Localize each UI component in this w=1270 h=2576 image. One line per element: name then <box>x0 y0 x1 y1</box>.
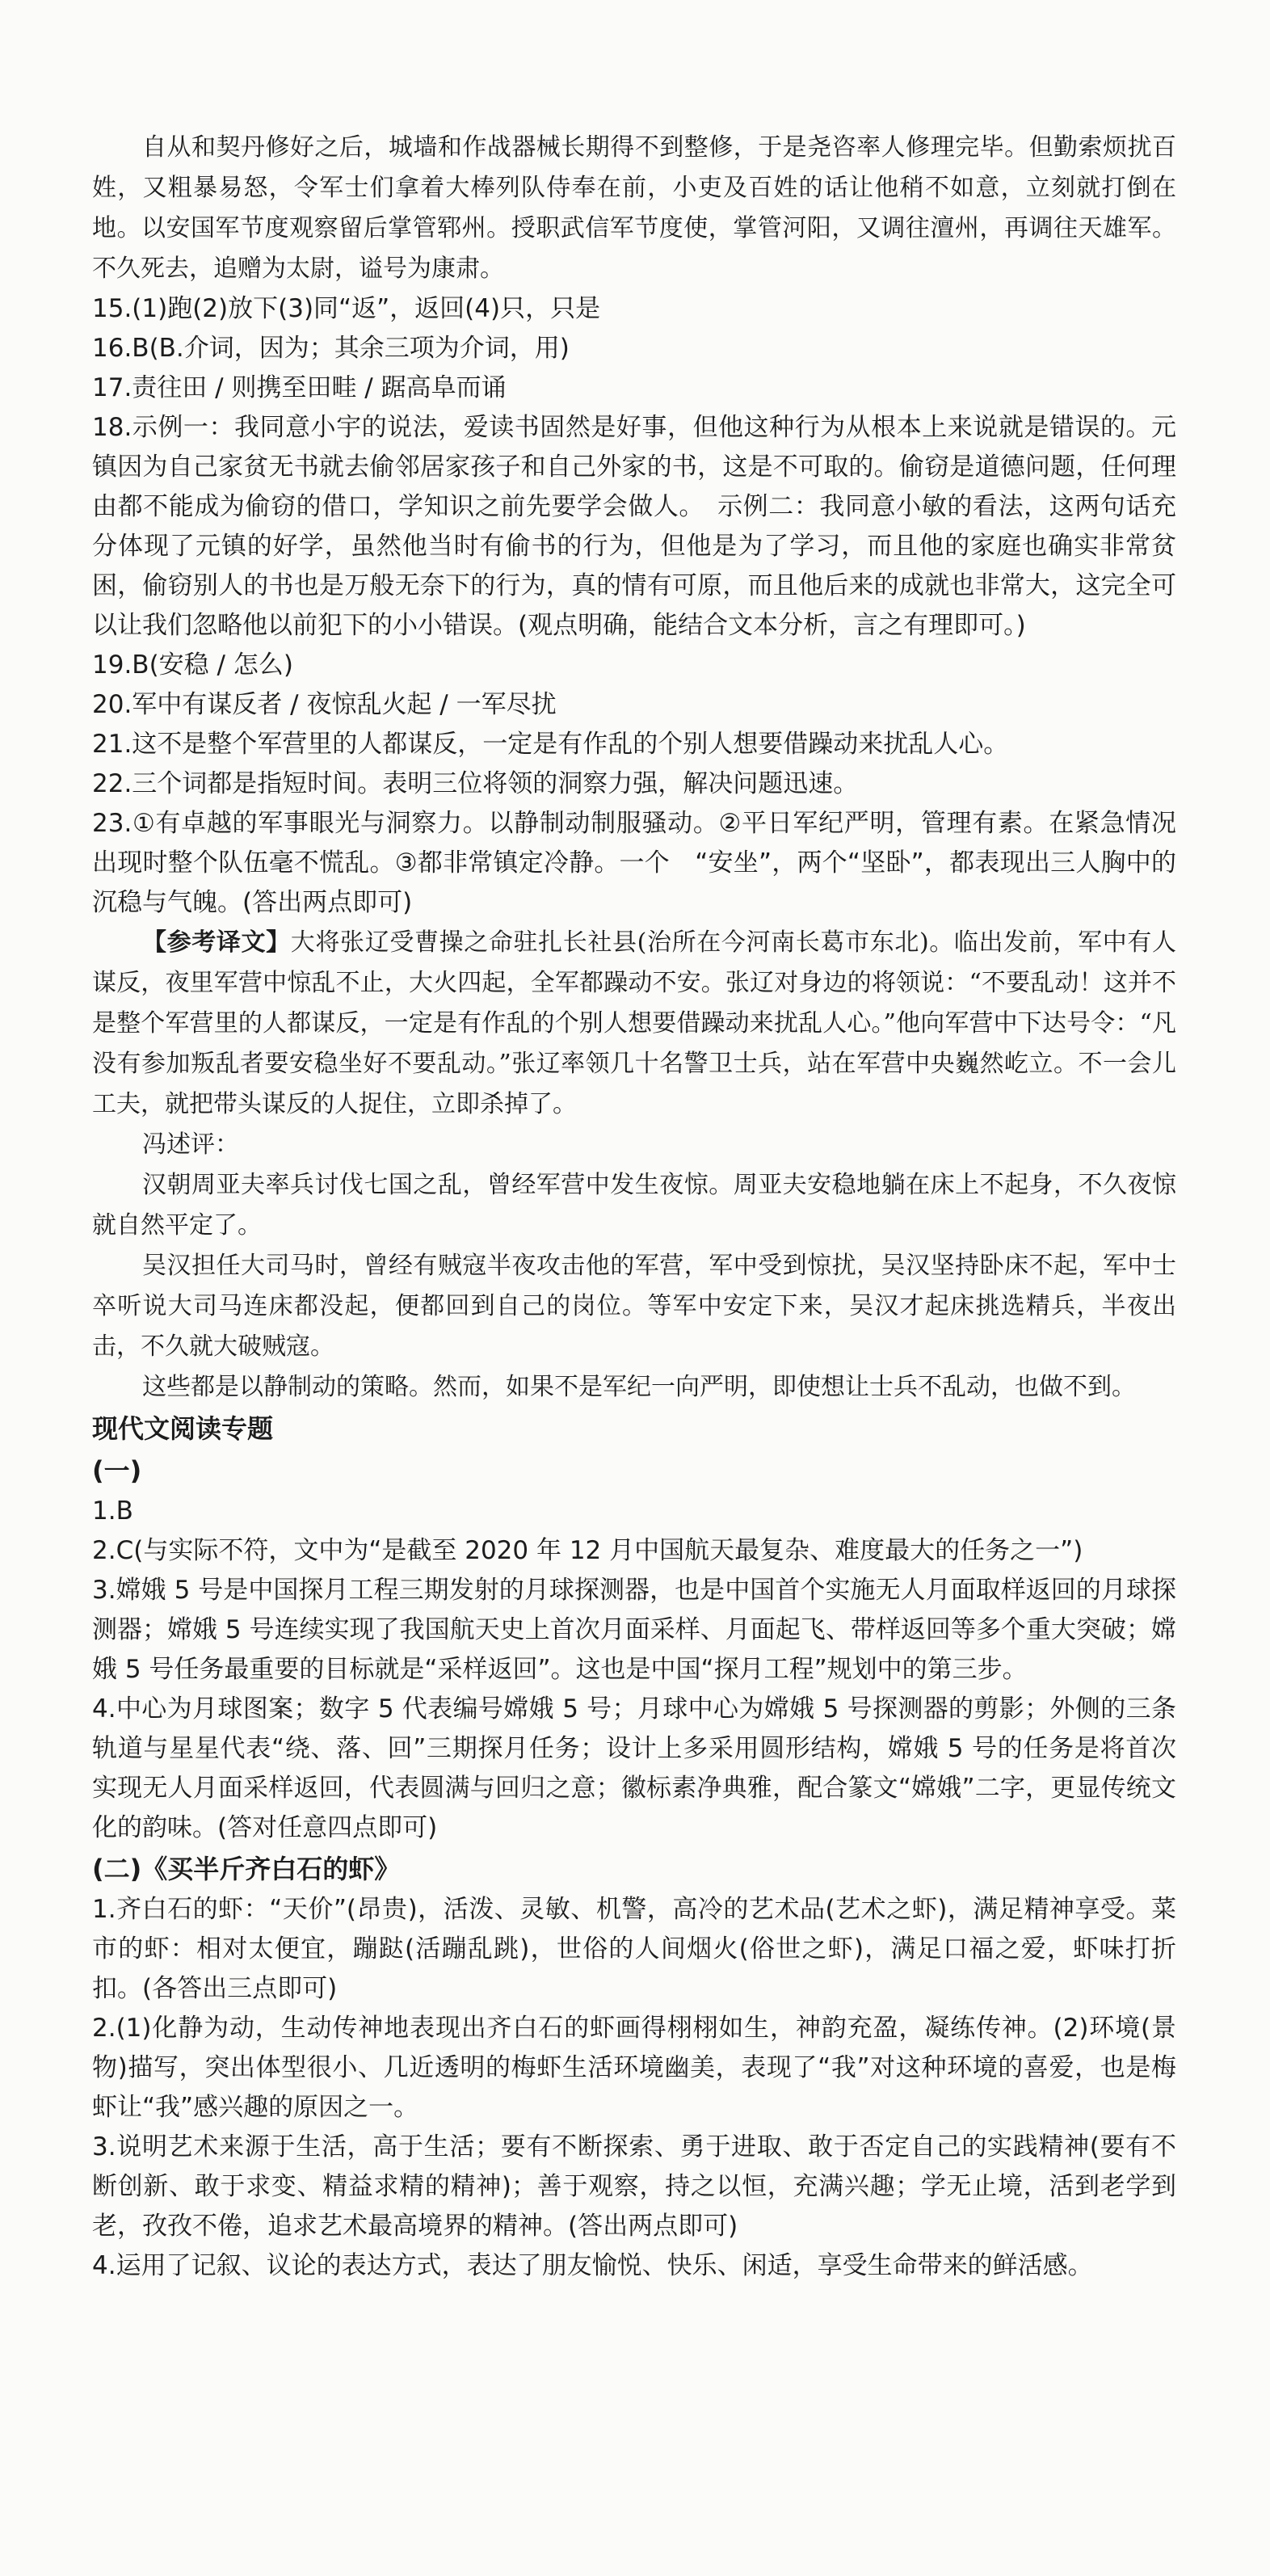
answer-21: 21.这不是整个军营里的人都谋反，一定是有作乱的个别人想要借躁动来扰乱人心。 <box>92 730 1009 759</box>
shrimp-answer-3: 3.说明艺术来源于生活，高于生活；要有不断探索、勇于进取、敢于否定自己的实践精神(要有不断创新、敢于求变、精益求精的精神)；善于观察，持之以恒，充满兴趣；学无止境，活到老学到老，孜孜不倦，追求艺术最高境界的精神。(答出两点即可) <box>92 2132 1176 2241</box>
commentary-paragraph: 汉朝周亚夫率兵讨伐七国之乱，曾经军营中发生夜惊。周亚夫安稳地躺在床上不起身，不久夜惊就自然平定了。 <box>92 1171 1176 1240</box>
translation-paragraph: 自从和契丹修好之后，城墙和作战器械长期得不到整修，于是尧咨率人修理完毕。但勤索烦扰百姓，又粗暴易怒，令军士们拿着大棒列队侍奉在前，小吏及百姓的话让他稍不如意，立刻就打倒在地。以安国军节度观察留后掌管郓州。授职武信军节度使，掌管河阳，又调往澶州，再调往天雄军。不久死去，追赠为太尉，谥号为康肃。 <box>92 133 1176 283</box>
reference-translation-text: 大将张辽受曹操之命驻扎长社县(治所在今河南长葛市东北)。临出发前，军中有人谋反，夜里军营中惊乱不止，大火四起，全军都躁动不安。张辽对身边的将领说：“不要乱动！这并不是整个军营里的人都谋反，一定是有作乱的个别人想要借躁动来扰乱人心。”他向军营中下达号令：“凡没有参加叛乱者要安稳坐好不要乱动。”张辽率领几十名警卫士兵，站在军营中央巍然屹立。不一会儿工夫，就把带头谋反的人捉住，立即杀掉了。 <box>92 928 1176 1118</box>
modern-answer-1: 1.B <box>92 1496 133 1526</box>
reference-translation-paragraph <box>92 923 1176 1125</box>
subsection-title: (二)《买半斤齐白石的虾》 <box>92 1854 401 1884</box>
shrimp-answer-1: 1.齐白石的虾：“天价”(昂贵)，活泼、灵敏、机警，高冷的艺术品(艺术之虾)，满足精神享受。菜市的虾：相对太便宜，蹦跶(活蹦乱跳)，世俗的人间烟火(俗世之虾)，满足口福之爱，虾味打折扣。(各答出三点即可) <box>92 1895 1176 2003</box>
answer-18: 18.示例一：我同意小宇的说法，爱读书固然是好事，但他这种行为从根本上来说就是错误的。元镇因为自己家贫无书就去偷邻居家孩子和自己外家的书，这是不可取的。偷窃是道德问题，任何理由都不能成为偷窃的借口，学知识之前先要学会做人。 示例二：我同意小敏的看法，这两句话充分体现了元镇的好学，虽然他当时有偷书的行为，但他是为了学习，而且他的家庭也确实非常贫困，偷窃别人的书也是万般无奈下的行为，真的情有可原，而且他后来的成就也非常大，这完全可以让我们忽略他以前犯下的小小错误。(观点明确，能结合文本分析，言之有理即可。) <box>92 413 1176 640</box>
modern-answer-2: 2.C(与实际不符，文中为“是截至 2020 年 12 月中国航天最复杂、难度最大的任务之一”) <box>92 1536 1083 1565</box>
answer-23: 23.①有卓越的军事眼光与洞察力。以静制动制服骚动。②平日军纪严明，管理有素。在紧急情况出现时整个队伍毫不慌乱。③都非常镇定冷静。一个 “安坐”，两个“坚卧”，都表现出三人胸中的沉稳与气魄。(答出两点即可) <box>92 809 1176 917</box>
answer-19: 19.B(安稳 / 怎么) <box>92 650 293 680</box>
answer-22: 22.三个词都是指短时间。表明三位将领的洞察力强，解决问题迅速。 <box>92 769 859 798</box>
commentary-label: 冯述评： <box>142 1130 239 1159</box>
answer-15: 15.(1)跑(2)放下(3)同“返”，返回(4)只，只是 <box>92 294 601 323</box>
modern-answer-3: 3.嫦娥 5 号是中国探月工程三期发射的月球探测器，也是中国首个实施无人月面取样返回的月球探测器；嫦娥 5 号连续实现了我国航天史上首次月面采样、月面起飞、带样返回等多个重大突破；嫦娥 5 号任务最重要的目标就是“采样返回”。这也是中国“探月工程”规划中的第三步。 <box>92 1576 1176 1684</box>
page-content <box>92 128 1176 2286</box>
answer-16: 16.B(B.介词，因为；其余三项为介词，用) <box>92 334 570 363</box>
commentary-paragraph: 这些都是以静制动的策略。然而，如果不是军纪一向严明，即使想让士兵不乱动，也做不到。 <box>142 1373 1136 1401</box>
section-title: 现代文阅读专题 <box>92 1413 274 1444</box>
modern-answer-4: 4.中心为月球图案；数字 5 代表编号嫦娥 5 号；月球中心为嫦娥 5 号探测器的剪影；外侧的三条轨道与星星代表“绕、落、回”三期探月任务；设计上多采用圆形结构，嫦娥 5 号的任务是将首次实现无人月面采样返回，代表圆满与回归之意；徽标素净典雅，配合篆文“嫦娥”二字，更显传统文化的韵味。(答对任意四点即可) <box>92 1694 1176 1842</box>
shrimp-answer-2: 2.(1)化静为动，生动传神地表现出齐白石的虾画得栩栩如生，神韵充盈，凝练传神。(2)环境(景物)描写，突出体型很小、几近透明的梅虾生活环境幽美，表现了“我”对这种环境的喜爱，也是梅虾让“我”感兴趣的原因之一。 <box>92 2014 1176 2122</box>
answer-17: 17.责往田 / 则携至田畦 / 踞高阜而诵 <box>92 373 507 402</box>
answer-20: 20.军中有谋反者 / 夜惊乱火起 / 一军尽扰 <box>92 690 557 719</box>
commentary-paragraph: 吴汉担任大司马时，曾经有贼寇半夜攻击他的军营，军中受到惊扰，吴汉坚持卧床不起，军中士卒听说大司马连床都没起，便都回到自己的岗位。等军中安定下来，吴汉才起床挑选精兵，半夜出击，不久就大破贼寇。 <box>92 1252 1176 1361</box>
shrimp-answer-4: 4.运用了记叙、议论的表达方式，表达了朋友愉悦、快乐、闲适，享受生命带来的鲜活感。 <box>92 2251 1093 2280</box>
subsection-title: (一) <box>92 1455 142 1486</box>
reference-translation-label: 【参考译文】 <box>142 928 291 957</box>
